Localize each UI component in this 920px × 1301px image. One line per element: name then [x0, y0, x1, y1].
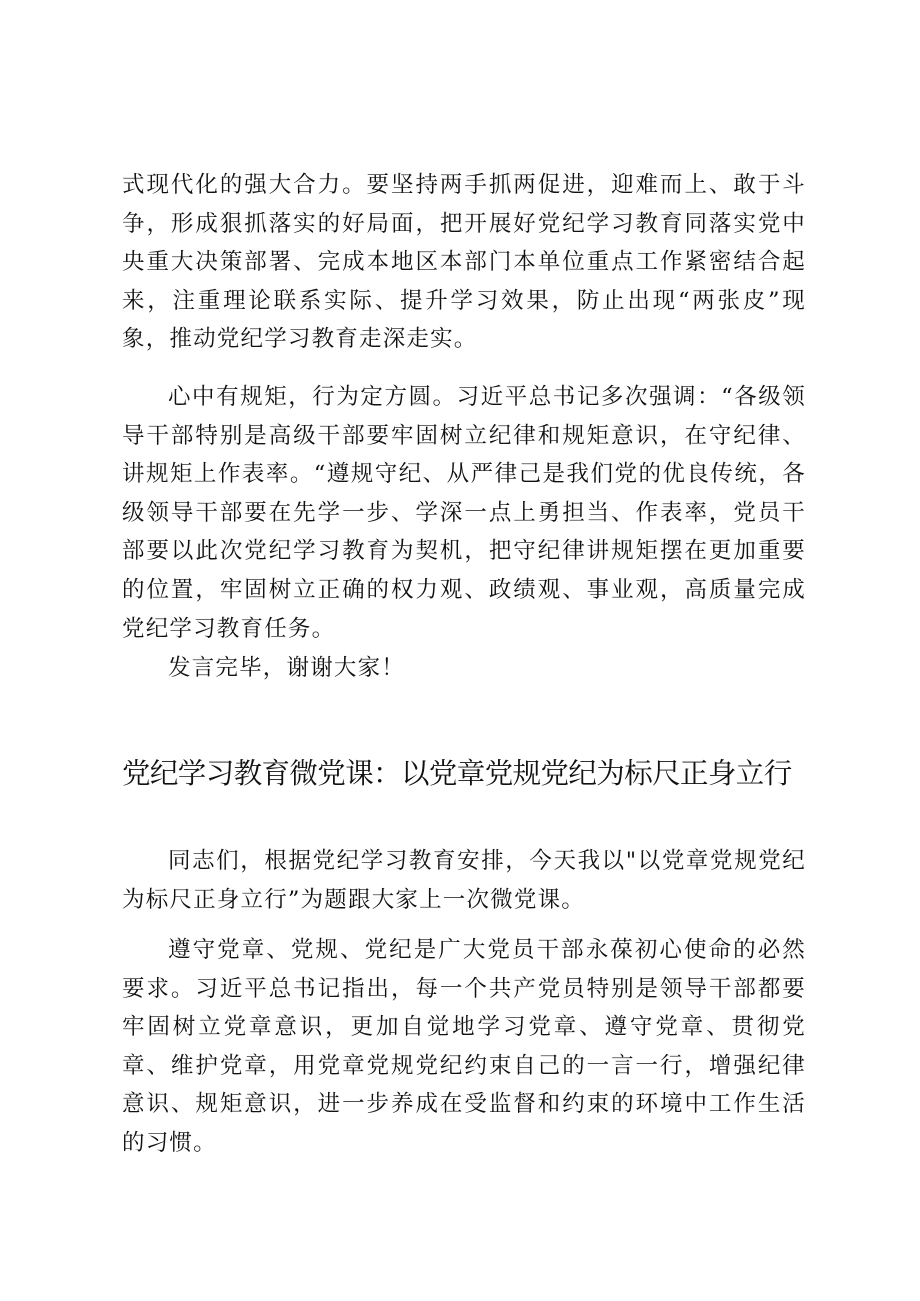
section-title: 党纪学习教育微党课：以党章党规党纪为标尺正身立行 [122, 757, 792, 790]
paragraph-closing-remark: 发言完毕，谢谢大家！ [168, 655, 406, 681]
paragraph-party-constitution: 遵守党章、党规、党纪是广大党员干部永葆初心使命的必然要求。习近平总书记指出，每一个共产党员特别是领导干部都要牢固树立党章意识，更加自觉地学习党章、遵守党章、贯彻党章、维护党章，用党章党规党纪约束自己的一言一行，增强纪律意识、规矩意识，进一步养成在受监督和约束的环境中工作生活的习惯。 [122, 937, 806, 1156]
paragraph-continuation: 式现代化的强大合力。要坚持两手抓两促进，迎难而上、敢于斗争，形成狠抓落实的好局面，把开展好党纪学习教育同落实党中央重大决策部署、完成本地区本部门本单位重点工作紧密结合起来，注重理论联系实际、提升学习效果，防止出现“两张皮”现象，推动党纪学习教育走深走实。 [122, 172, 806, 353]
paragraph-rules-and-discipline: 心中有规矩，行为定方圆。习近平总书记多次强调：“各级领导干部特别是高级干部要牢固树立纪律和规矩意识，在守纪律、讲规矩上作表率。“遵规守纪、从严律己是我们党的优良传统，各级领导干部要在先学一步、学深一点上勇担当、作表率，党员干部要以此次党纪学习教育为契机，把守纪律讲规矩摆在更加重要的位置，牢固树立正确的权力观、政绩观、事业观，高质量完成党纪学习教育任务。 [122, 384, 806, 642]
paragraph-introduction: 同志们，根据党纪学习教育安排，今天我以"以党章党规党纪为标尺正身立行”为题跟大家上一次微党课。 [122, 848, 806, 913]
